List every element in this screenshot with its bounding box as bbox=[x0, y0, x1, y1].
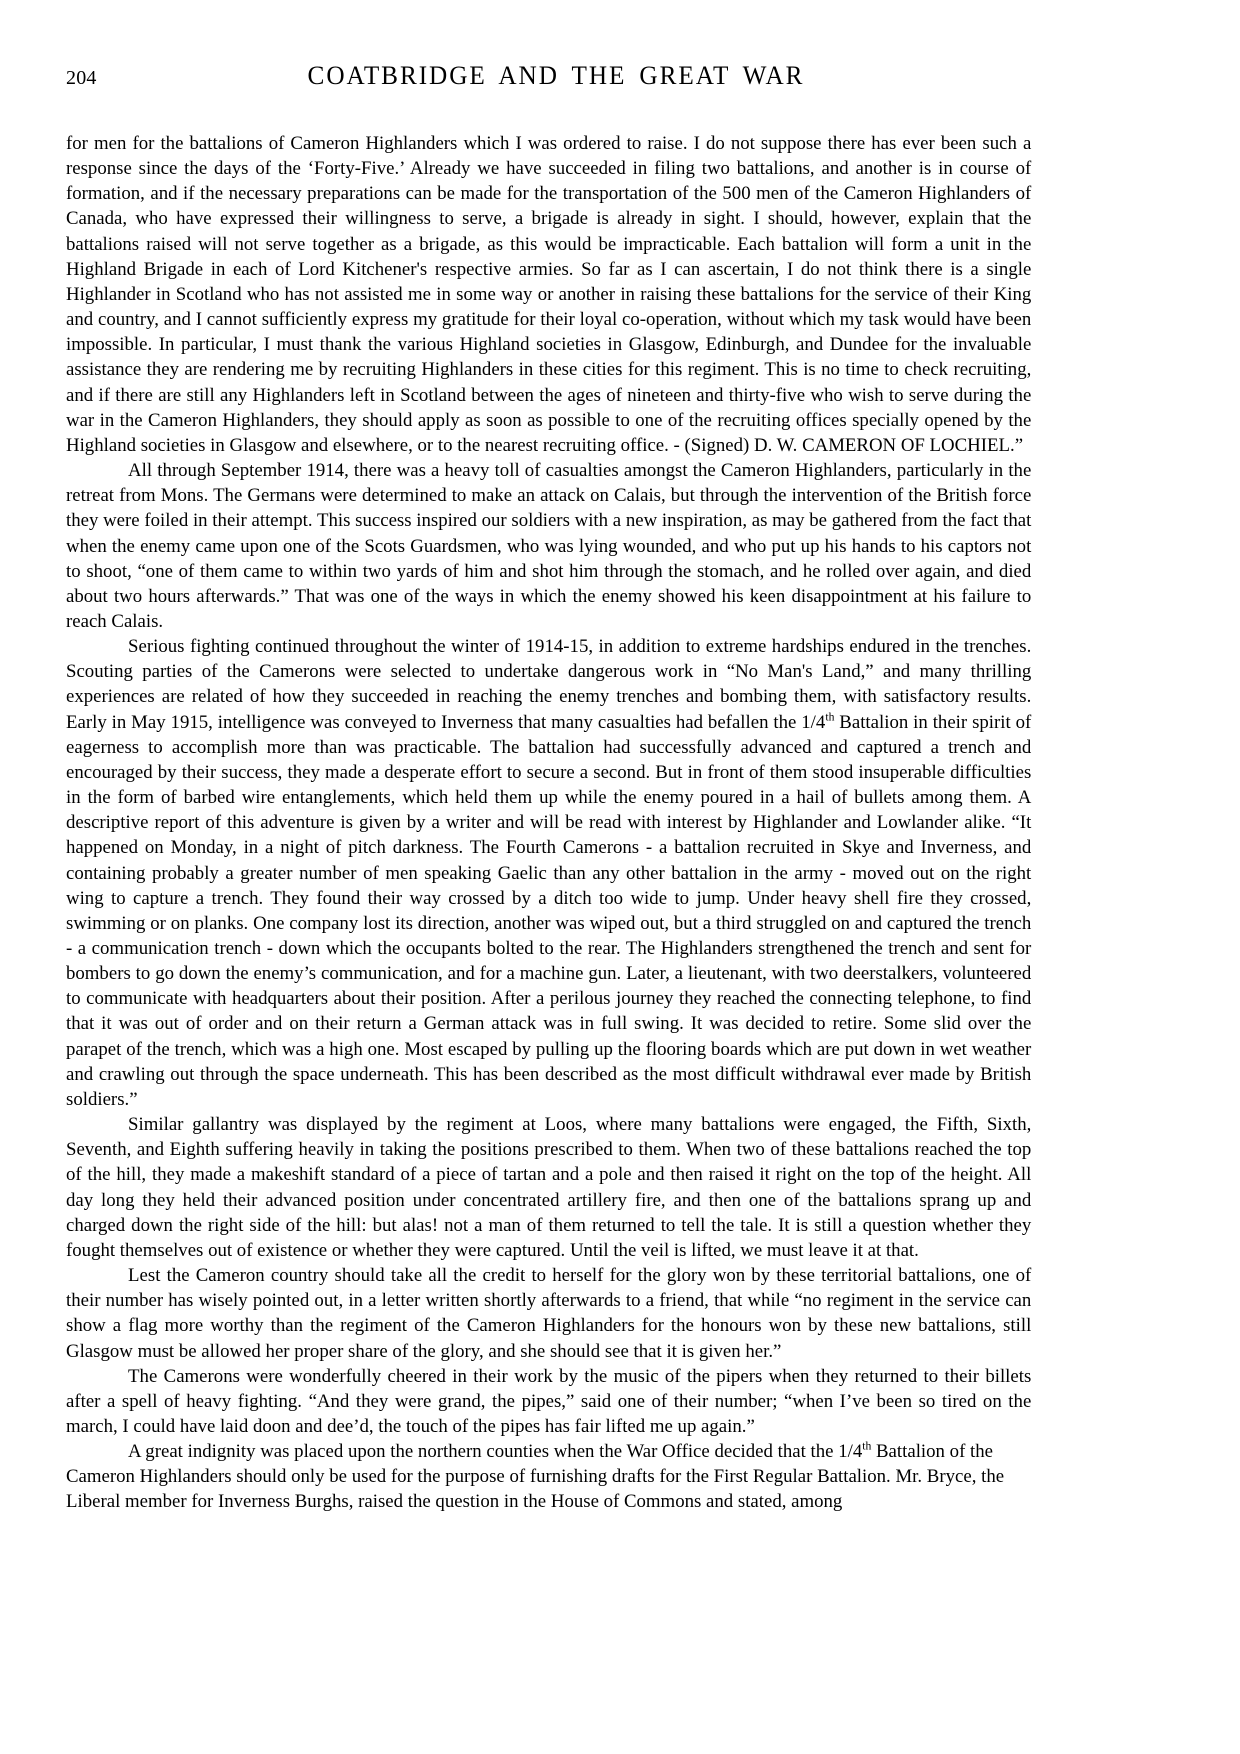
running-title: COATBRIDGE AND THE GREAT WAR bbox=[307, 61, 805, 90]
paragraph: All through September 1914, there was a heavy toll of casualties amongst the Cameron Highlanders, particularly in the retreat from Mons. The Germans were determined to make an attack on Calais, but through the intervention of the British force they were foiled in their attempt. This success inspired our soldiers with a new inspiration, as may be gathered from the fact that when the enemy came upon one of the Scots Guardsmen, who was lying wounded, and who put up his hands to his captors not to shoot, “one of them came to within two yards of him and shot him through the stomach, and he rolled over again, and died about two hours afterwards.” That was one of the ways in which the enemy showed his keen disappointment at his failure to reach Calais. bbox=[66, 460, 1032, 632]
body-text-column bbox=[66, 131, 1031, 1515]
paragraph: The Camerons were wonderfully cheered in their work by the music of the pipers when they returned to their billets after a spell of heavy fighting. “And they were grand, the pipes,” said one of their number; “when I’ve been so tired on the march, I could have laid doon and dee’d, the touch of the pipes has fair lifted me up again.” bbox=[66, 1365, 1032, 1437]
page-header bbox=[66, 62, 1046, 96]
paragraph: Lest the Cameron country should take all the credit to herself for the glory won by these territorial battalions, one of their number has wisely pointed out, in a letter written shortly afterwards to a friend, that while “no regiment in the service can show a flag more worthy than the regiment of the Cameron Highlanders for the honours won by these new battalions, still Glasgow must be allowed her proper share of the glory, and she should see that it is given her.” bbox=[66, 1265, 1032, 1362]
paragraph-text-before-superscript: A great indignity was placed upon the northern counties when the War Office decided that the 1/4 bbox=[128, 1441, 863, 1463]
paragraph-text-after-superscript: Battalion of the Cameron Highlanders should only be used for the purpose of furnishing drafts for the First Regular Battalion. Mr. Bryce, the Liberal member for Inverness Burghs, raised the question in the House of Commons and stated, among bbox=[66, 1441, 1005, 1513]
paragraph: Similar gallantry was displayed by the regiment at Loos, where many battalions were engaged, the Fifth, Sixth, Seventh, and Eighth suffering heavily in taking the positions prescribed to them. When two of these battalions reached the top of the hill, they made a makeshift standard of a piece of tartan and a pole and then raised it right on the top of the height. All day long they held their advanced position under concentrated artillery fire, and then one of the battalions sprang up and charged down the right side of the hill: but alas! not a man of them returned to tell the tale. It is still a question whether they fought themselves out of existence or whether they were captured. Until the veil is lifted, we must leave it at that. bbox=[66, 1114, 1032, 1261]
paragraph-text-before-superscript: Serious fighting continued throughout the winter of 1914-15, in addition to extreme hardships endured in the trenches. Scouting parties of the Camerons were selected to undertake dangerous work in “No Man's Land,” and many thrilling experiences are related of how they succeeded in reaching the enemy trenches and bombing them, with satisfactory results. Early in May 1915, intelligence was conveyed to Inverness that many casualties had befallen the 1/4 bbox=[66, 636, 1032, 733]
paragraph-text-after-superscript: Battalion in their spirit of eagerness to accomplish more than was practicable. The battalion had successfully advanced and captured a trench and encouraged by their success, they made a desperate effort to secure a second. But in front of them stood insuperable difficulties in the form of barbed wire entanglements, which held them up while the enemy poured in a hail of bullets among them. A descriptive report of this adventure is given by a writer and will be read with interest by Highlander and Lowlander alike. “It happened on Monday, in a night of pitch darkness. The Fourth Camerons - a battalion recruited in Skye and Inverness, and containing probably a greater number of men speaking Gaelic than any other battalion in the army - moved out on the right wing to capture a trench. They found their way crossed by a ditch too wide to jump. Under heavy shell fire they crossed, swimming or on planks. One company lost its direction, another was wiped out, but a third struggled on and captured the trench - a communication trench - down which the occupants bolted to the rear. The Highlanders strengthened the trench and sent for bombers to go down the enemy’s communication, and for a machine gun. Later, a lieutenant, with two deerstalkers, volunteered to communicate with headquarters about their position. After a perilous journey they reached the connecting telephone, to find that it was out of order and on their return a German attack was in full swing. It was decided to retire. Some slid over the parapet of the trench, which was a high one. Most escaped by pulling up the flooring boards which are put down in wet weather and crawling out through the space underneath. This has been described as the most difficult withdrawal ever made by British soldiers.” bbox=[66, 711, 1032, 1110]
paragraph: for men for the battalions of Cameron Highlanders which I was ordered to raise. I do not suppose there has ever been such a response since the days of the ‘Forty-Five.’ Already we have succeeded in filing two battalions, and another is in course of formation, and if the necessary preparations can be made for the transportation of the 500 men of the Cameron Highlanders of Canada, who have expressed their willingness to serve, a brigade is already in sight. I should, however, explain that the battalions raised will not serve together as a brigade, as this would be impracticable. Each battalion will form a unit in the Highland Brigade in each of Lord Kitchener's respective armies. So far as I can ascertain, I do not think there is a single Highlander in Scotland who has not assisted me in some way or another in raising these battalions for the service of their King and country, and I cannot sufficiently express my gratitude for their loyal co-operation, without which my task would have been impossible. In particular, I must thank the various Highland societies in Glasgow, Edinburgh, and Dundee for the invaluable assistance they are rendering me by recruiting Highlanders in these cities for this regiment. This is no time to check recruiting, and if there are still any Highlanders left in Scotland between the ages of nineteen and thirty-five who wish to serve during the war in the Cameron Highlanders, they should apply as soon as possible to one of the recruiting offices specially opened by the Highland societies in Glasgow and elsewhere, or to the nearest recruiting office. - (Signed) D. W. CAMERON OF LOCHIEL.” bbox=[66, 133, 1032, 456]
ordinal-superscript: th bbox=[862, 1438, 872, 1453]
paragraph bbox=[66, 634, 1031, 1112]
page-number: 204 bbox=[66, 67, 97, 89]
paragraph bbox=[66, 1439, 1031, 1514]
ordinal-superscript: th bbox=[825, 709, 835, 724]
